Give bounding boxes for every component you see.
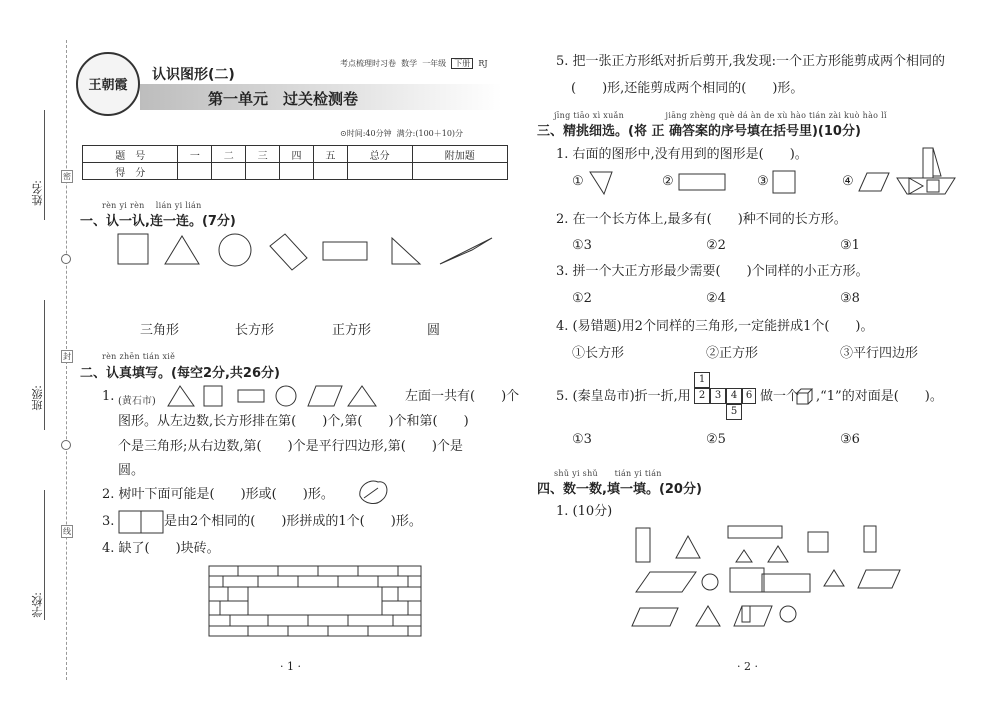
triangle-shape [824,570,844,586]
score-cell[interactable] [347,163,412,180]
label-square: 正方形 [332,323,372,338]
circle-shape [702,574,718,590]
cube-net [694,372,756,420]
unit-subtitle: 认识图形(二) [152,67,235,83]
page-title: 第一单元 过关检测卷 [208,90,359,108]
page-number-left: · 1 · [280,660,301,673]
triangle-shape [768,546,788,562]
q3-text: 是由2个相同的( )形拼成的1个( )形。 [164,514,422,529]
table-cell: 四 [280,146,314,163]
q2-text: 2. 树叶下面可能是( )形或( )形。 [102,487,334,502]
school-label: 学校: [31,592,44,618]
cube-icon [796,388,814,406]
circle-shape [276,386,296,406]
q1-line1: 左面一共有( )个 [405,389,520,404]
q1-shapes [166,382,406,410]
obtuse-triangle-shape [440,238,492,264]
score-table [82,145,508,180]
r4-option2[interactable]: ②正方形 [706,346,759,361]
table-cell: 总分 [347,146,412,163]
r1-option2-figure [678,172,726,192]
triangle-shape [165,236,199,264]
table-cell: 得 分 [83,163,178,180]
tilted-rectangle-shape [270,234,307,270]
score-cell[interactable] [212,163,246,180]
seal-xian: 线 [63,527,71,536]
table-cell: 一 [178,146,212,163]
triangle-shape [676,536,700,558]
parallelogram-shape [858,570,900,588]
triangle-shape [696,606,720,626]
square-shape [808,532,828,552]
net-cell: 3 [710,388,726,404]
r3-option3[interactable]: ③8 [840,291,860,306]
triangle-shape [168,386,194,406]
r5-text-b: 做一个 [760,389,800,404]
parallelogram-shape [636,572,696,592]
logo: 王朝霞 [76,52,140,116]
name-label: 姓名: [31,180,44,206]
q5-line2: ( )形,还能剪成两个相同的( )形。 [571,81,804,96]
r3-option1[interactable]: ①2 [572,291,592,306]
r2-option2[interactable]: ②2 [706,238,726,253]
score-cell[interactable] [412,163,507,180]
r5-text-c: ,“1”的对面是( )。 [816,389,943,404]
net-cell: 1 [694,372,710,388]
square-shape [204,386,222,406]
q1-number: 1. [102,389,115,404]
s4-q1: 1. (10分) [556,504,613,519]
r1-option3-figure [772,170,796,194]
r5-option1[interactable]: ①3 [572,432,592,447]
seal-feng: 封 [63,352,71,361]
label-circle: 圆 [427,323,441,338]
r2-text: 2. 在一个长方体上,最多有( )种不同的长方形。 [556,212,847,227]
score-cell[interactable] [178,163,212,180]
circle-shape [219,234,251,266]
r5-option2[interactable]: ②5 [706,432,726,447]
square-shape [118,234,148,264]
net-cell: 5 [726,404,742,420]
brick-wall [208,565,422,637]
binding-hole [61,254,71,264]
tangram-figure [895,146,957,198]
label-rectangle: 长方形 [235,323,275,338]
class-underline [44,300,45,430]
right-triangle-shape [392,238,420,264]
q1-line4: 圆。 [118,463,145,478]
r4-text: 4. (易错题)用2个同样的三角形,一定能拼成1个( )。 [556,319,874,334]
leaf-icon [356,476,392,506]
r5-option3[interactable]: ③6 [840,432,860,447]
triangle-shape [348,386,376,406]
s1-shapes [110,228,500,272]
r2-option3[interactable]: ③1 [840,238,860,253]
score-table-header-row [83,146,508,163]
score-cell[interactable] [313,163,347,180]
table-cell: 五 [313,146,347,163]
s1-title: 一、认一认,连一连。(7分) [80,214,236,229]
r1-option4[interactable]: ④ [842,174,854,189]
s4-pinyin: shǔ yi shǔ tián yi tián [554,469,662,478]
circle-shape [780,606,796,622]
class-label: 班级: [31,385,44,411]
rectangle-shape [728,526,782,538]
square-shape [742,606,750,622]
rectangle-shape [238,390,264,402]
parallelogram-shape [734,606,772,626]
s4-title: 四、数一数,填一填。(20分) [537,482,702,497]
r1-option1-figure [588,170,614,196]
rectangle-shape [323,242,367,260]
triangle-shape [736,550,752,562]
q1-line3: 个是三角形;从右边数,第( )个是平行四边形,第( )个是 [118,439,463,454]
net-cell: 2 [694,388,710,404]
r2-option1[interactable]: ①3 [572,238,592,253]
r3-option2[interactable]: ②4 [706,291,726,306]
parallelogram-shape [308,386,342,406]
series-info: 考点梳理时习卷 数学 一年级 下册 RJ [340,59,488,68]
page-number-right: · 2 · [737,660,758,673]
table-cell: 二 [212,146,246,163]
seal-mi: 密 [63,172,71,181]
r4-option3[interactable]: ③平行四边形 [840,346,919,361]
score-table-score-row [83,163,508,180]
s3-title: 三、精挑细选。(将 正 确答案的序号填在括号里)(10分) [537,124,861,139]
label-triangle: 三角形 [140,323,180,338]
rectangle-shape [730,568,764,592]
q1-line2: 图形。从左边数,长方形排在第( )个,第( )个和第( ) [118,414,469,429]
count-shapes-figure [626,522,908,632]
r1-option3[interactable]: ③ [757,174,769,189]
net-cell: 6 [742,388,756,404]
q3-number: 3. [102,514,115,529]
parallelogram-shape [632,608,678,626]
q4-text: 4. 缺了( )块砖。 [102,541,220,556]
school-underline [44,490,45,620]
r1-option1[interactable]: ① [572,174,584,189]
table-cell: 题 号 [83,146,178,163]
r1-option4-figure [858,172,890,192]
r1-text: 1. 右面的图形中,没有用到的图形是( )。 [556,147,808,162]
r4-option1[interactable]: ①长方形 [572,346,625,361]
rectangle-shape [762,574,810,592]
score-cell[interactable] [246,163,280,180]
binding-hole [61,440,71,450]
table-cell: 三 [246,146,280,163]
s2-pinyin: rèn zhēn tián xiě [102,352,176,361]
s3-pinyin: jīng tiāo xì xuǎn jiāng zhèng què dá àn de xù hào tián zài kuò hào lǐ [554,111,887,120]
s1-pinyin: rèn yi rèn lián yi lián [102,201,202,210]
rectangle-shape [864,526,876,552]
s2-title: 二、认真填写。(每空2分,共26分) [80,366,280,381]
net-cell: 4 [726,388,742,404]
q5-line1: 5. 把一张正方形纸对折后剪开,我发现:一个正方形能剪成两个相同的 [556,54,946,69]
r5-text-a: 5. (秦皇岛市)折一折,用 [556,389,691,404]
q1-city: (黄石市) [118,396,156,407]
table-cell: 附加题 [412,146,507,163]
r1-option2[interactable]: ② [662,174,674,189]
time-info: ⊙时间:40分钟 满分:(100＋10)分 [340,129,464,138]
two-squares-figure [118,510,164,534]
r3-text: 3. 拼一个大正方形最少需要( )个同样的小正方形。 [556,264,869,279]
name-underline [44,110,45,220]
score-cell[interactable] [280,163,314,180]
rectangle-shape [636,528,650,562]
